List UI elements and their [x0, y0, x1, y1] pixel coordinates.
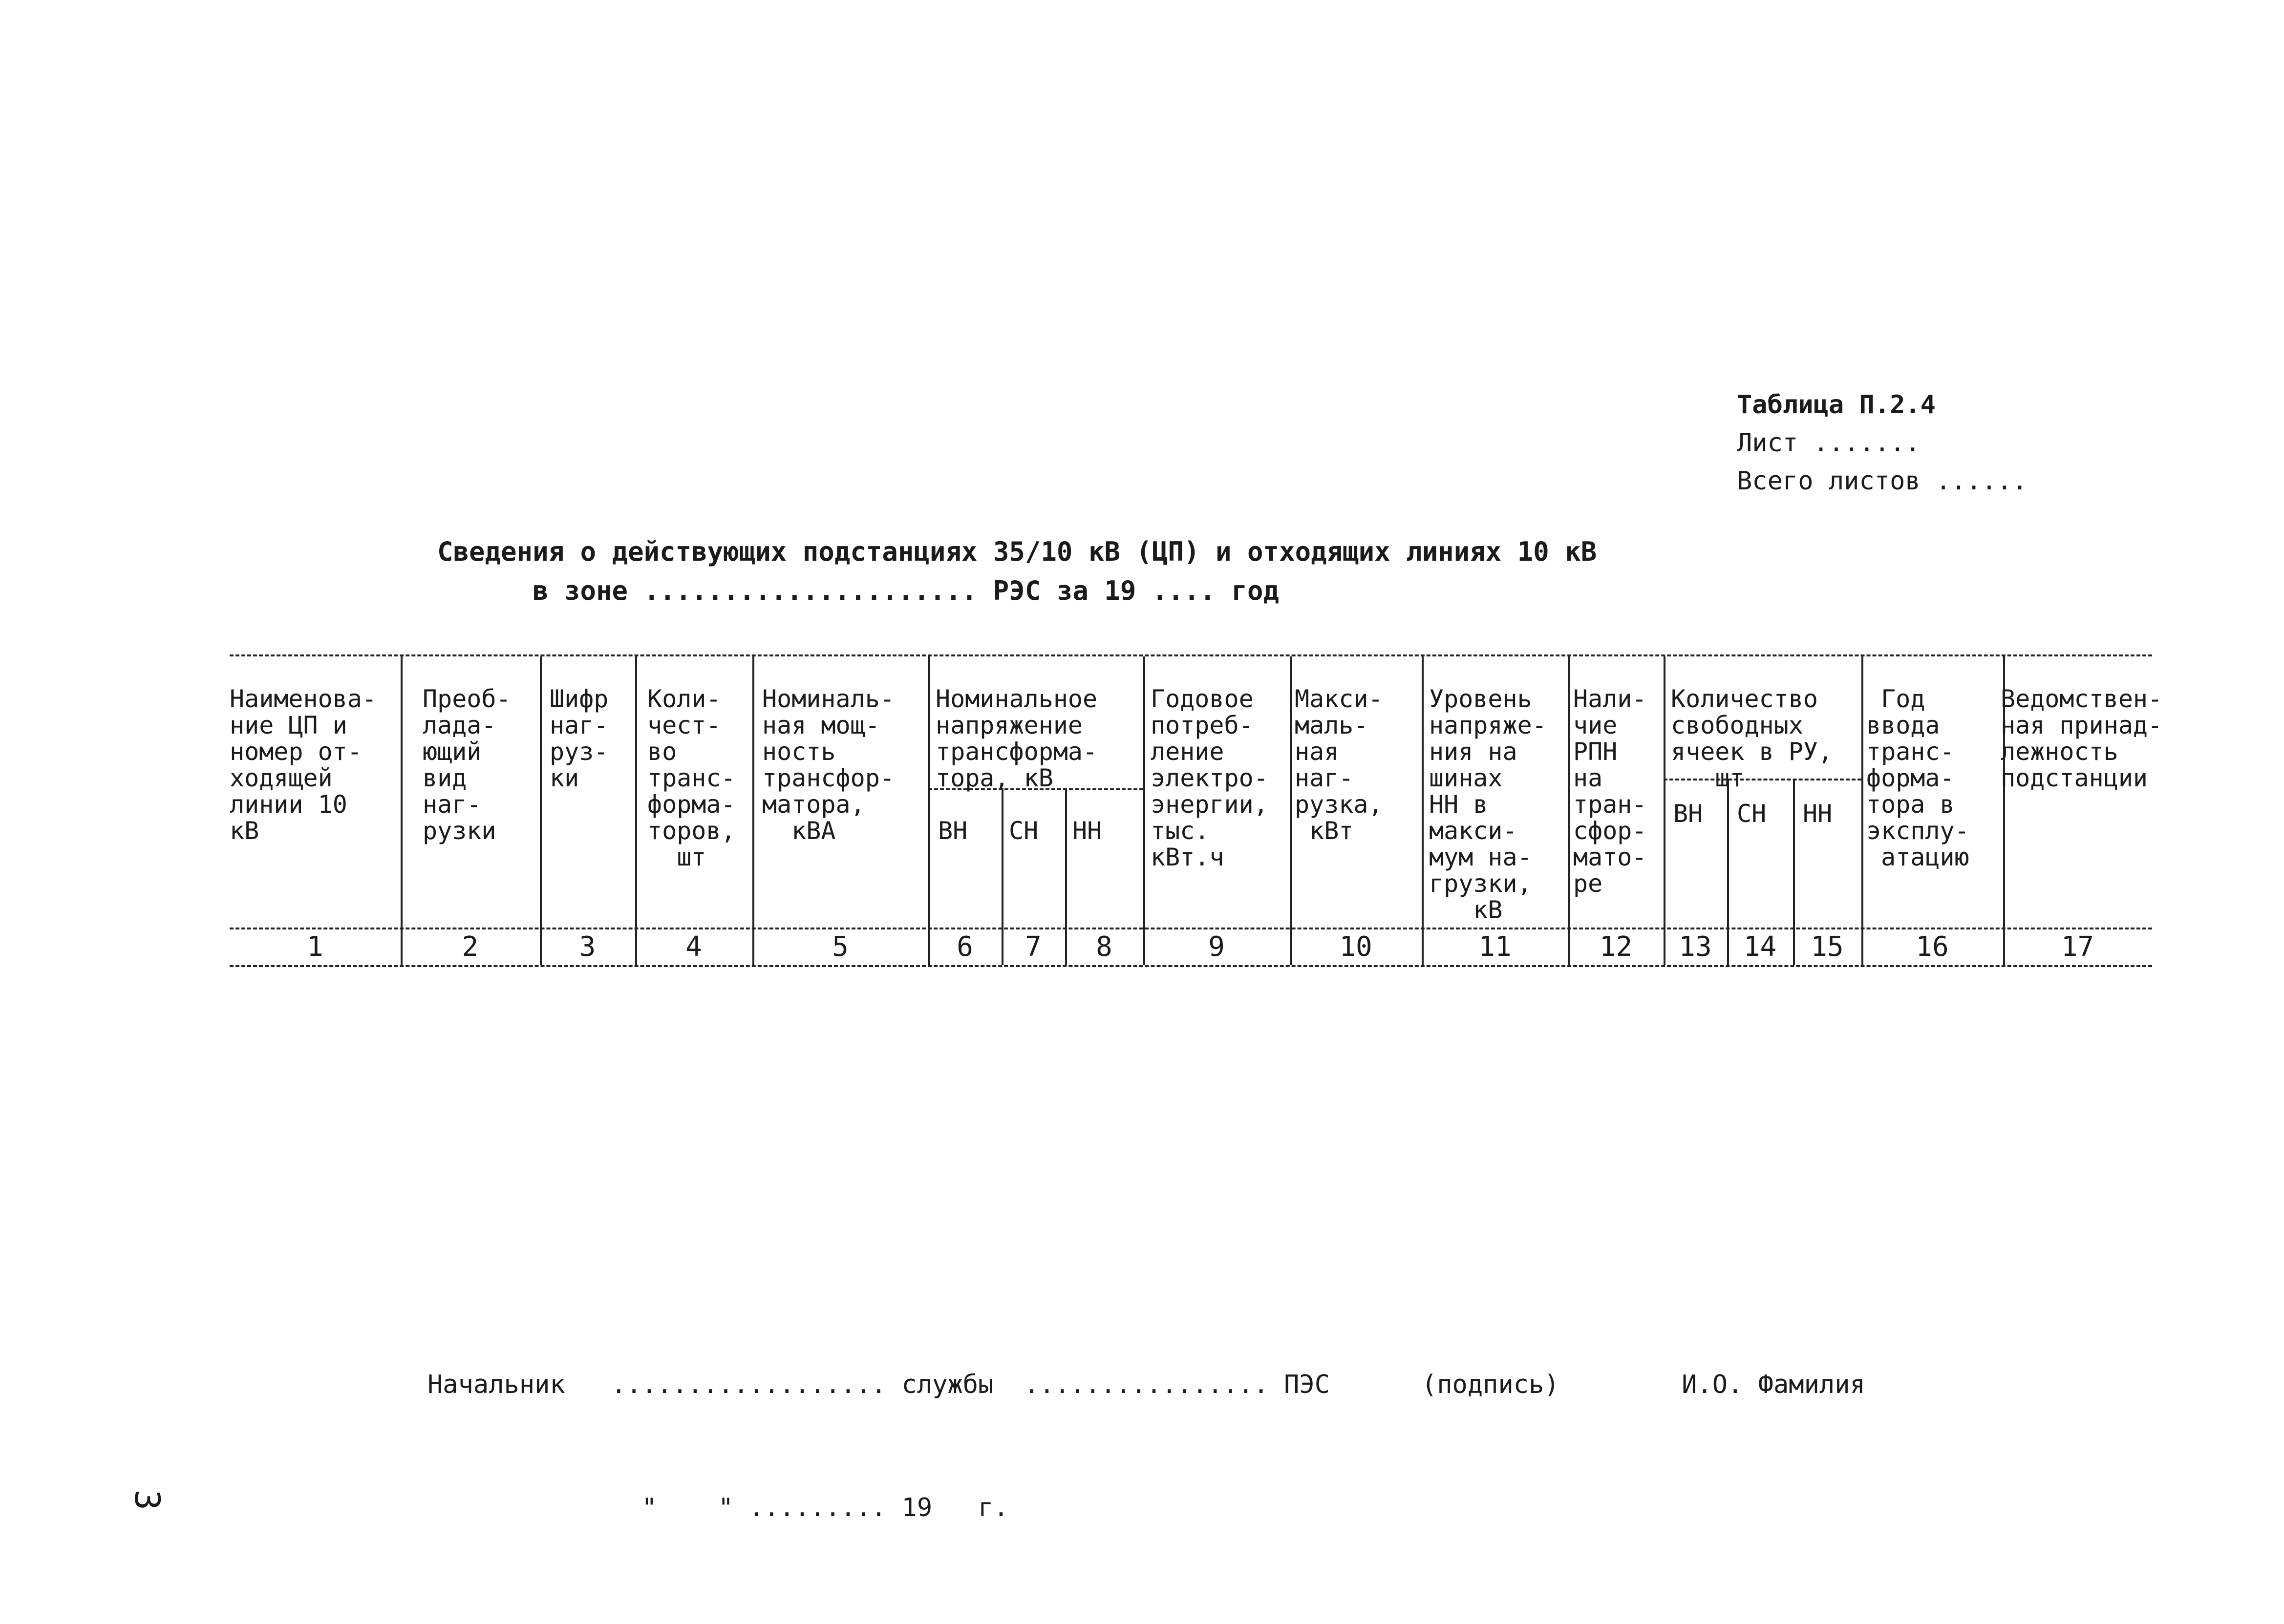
- col-divider: [401, 656, 403, 965]
- column-number: 7: [1025, 931, 1042, 963]
- column-number: 1: [307, 931, 323, 963]
- header-cells-mv: СН: [1737, 800, 1767, 828]
- column-number: 14: [1743, 931, 1777, 963]
- header-max-load: Макси- маль- ная наг- рузка, кВт: [1295, 685, 1383, 845]
- header-oltc-presence: Нали- чие РПН на тран- сфор- мато- ре: [1573, 685, 1647, 898]
- title-line-2: в зоне ..................... РЭС за 19 .... год: [533, 575, 1280, 606]
- col-divider: [928, 656, 930, 965]
- column-number: 17: [2061, 931, 2094, 963]
- header-annual-consumption: Годовое потреб- ление электро- энергии, тыс. кВт.ч: [1151, 685, 1268, 871]
- header-commission-year: Год ввода транс- форма- тора в эксплу- атацию: [1866, 685, 1969, 871]
- col-divider: [1568, 656, 1570, 965]
- signature-line: Начальник .................. службы ................ ПЭС (подпись) И.О. Фамилия: [427, 1370, 1865, 1399]
- column-number: 12: [1599, 931, 1633, 963]
- column-number: 8: [1096, 931, 1112, 963]
- column-number: 9: [1208, 931, 1225, 963]
- header-voltage-lv: НН: [1072, 817, 1102, 845]
- col-divider: [1861, 656, 1863, 965]
- header-voltage-hv: ВН: [938, 817, 968, 845]
- column-number: 4: [685, 931, 702, 963]
- column-number: 3: [579, 931, 596, 963]
- title-line-1: Сведения о действующих подстанциях 35/10 кВ (ЦП) и отходящих линиях 10 кВ: [437, 536, 1597, 567]
- col-divider: [1422, 656, 1424, 965]
- page-number: 3: [127, 1489, 168, 1511]
- col-divider: [1664, 656, 1665, 965]
- column-number: 10: [1339, 931, 1372, 963]
- column-number: 13: [1679, 931, 1712, 963]
- header-cells-hv: ВН: [1673, 800, 1703, 828]
- sheet-field: Лист .......: [1737, 428, 1921, 458]
- document-header: [1737, 386, 2028, 500]
- column-number: 16: [1916, 931, 1949, 963]
- header-load-type: Преоб- лада- ющий вид наг- рузки: [423, 685, 511, 845]
- header-free-cells: Количество свободных ячеек в РУ, шт: [1671, 685, 1833, 792]
- substations-table: [230, 654, 2163, 967]
- col-divider: [1290, 656, 1292, 965]
- col-divider: [1143, 656, 1145, 965]
- col-divider: [752, 656, 754, 965]
- header-rated-power: Номиналь- ная мощ- ность трансфор- матора, кВА: [762, 685, 895, 845]
- column-number: 6: [957, 931, 973, 963]
- signature-block: [427, 1282, 1865, 1569]
- column-number: 11: [1478, 931, 1512, 963]
- header-bus-voltage-level: Уровень напряже- ния на шинах НН в макси- мум на- грузки, кВ: [1429, 685, 1547, 924]
- header-transformer-count: Коли- чест- во транс- форма- торов, шт: [647, 685, 736, 871]
- header-voltage-mv: СН: [1009, 817, 1039, 845]
- total-sheets-field: Всего листов ......: [1737, 466, 2028, 496]
- column-number: 2: [462, 931, 479, 963]
- header-ownership: Ведомствен- ная принад- лежность подстанции: [2001, 685, 2163, 792]
- document-title: [437, 532, 1597, 611]
- column-number: 5: [832, 931, 849, 963]
- date-line: " " ......... 19 г.: [427, 1493, 1009, 1522]
- header-cells-lv: НН: [1803, 800, 1833, 828]
- col-divider: [540, 656, 542, 965]
- header-name-of-substation: Наименова- ние ЦП и номер от- ходящей линии 10 кВ: [230, 685, 377, 845]
- numbering-row-line: [230, 928, 2152, 929]
- header-load-code: Шифр наг- руз- ки: [550, 685, 609, 792]
- column-number: 15: [1811, 931, 1844, 963]
- col-divider: [635, 656, 637, 965]
- header-rated-voltage: Номинальное напряжение трансформа- тора, кВ: [936, 685, 1098, 792]
- table-number: Таблица П.2.4: [1737, 390, 1936, 420]
